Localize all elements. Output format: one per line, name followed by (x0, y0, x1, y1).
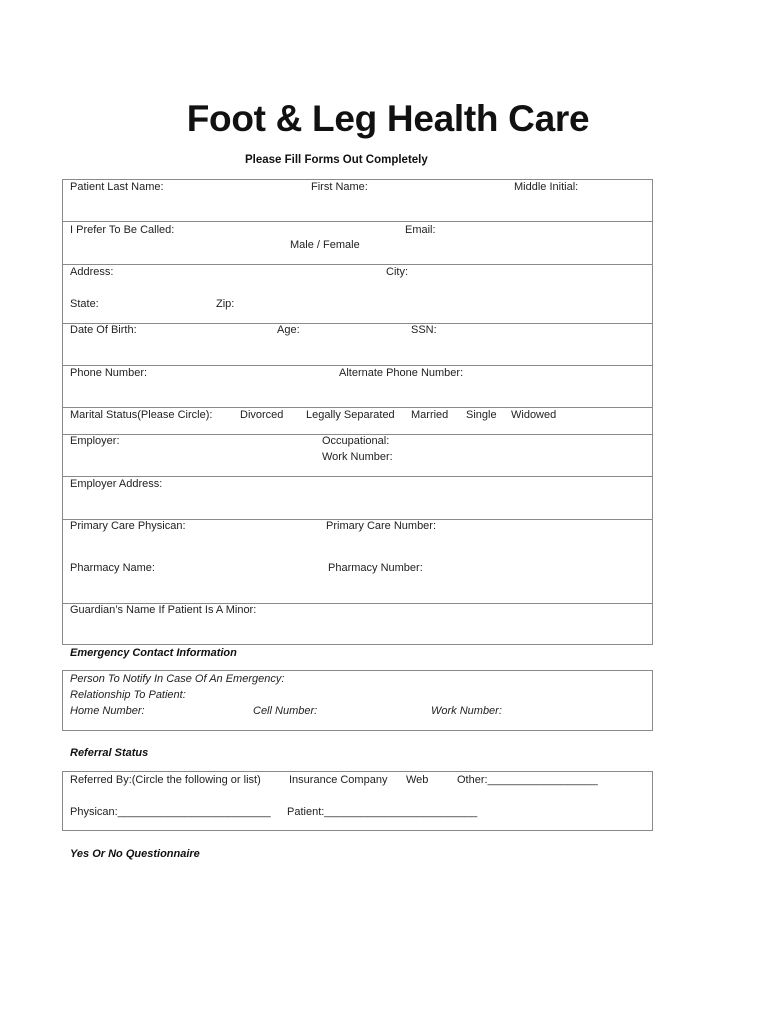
emergency-notify-field[interactable]: Person To Notify In Case Of An Emergency: (70, 673, 285, 685)
page-subtitle: Please Fill Forms Out Completely (245, 154, 428, 166)
referral-other-field[interactable]: Other:__________________ (457, 774, 598, 786)
occupational-field[interactable]: Occupational: (322, 435, 390, 447)
row-divider (63, 365, 652, 366)
referral-patient-field[interactable]: Patient:_________________________ (287, 806, 478, 818)
row-divider (63, 476, 652, 477)
preferred-name-field[interactable]: I Prefer To Be Called: (70, 224, 175, 236)
referred-by-label: Referred By:(Circle the following or list) (70, 774, 261, 786)
marital-option-widowed[interactable]: Widowed (511, 409, 557, 421)
employer-field[interactable]: Employer: (70, 435, 120, 447)
dob-field[interactable]: Date Of Birth: (70, 324, 137, 336)
city-field[interactable]: City: (386, 266, 408, 278)
referral-option-web[interactable]: Web (406, 774, 429, 786)
marital-option-divorced[interactable]: Divorced (240, 409, 284, 421)
referral-heading: Referral Status (70, 747, 149, 759)
emergency-relationship-field[interactable]: Relationship To Patient: (70, 689, 186, 701)
marital-option-separated[interactable]: Legally Separated (306, 409, 395, 421)
row-divider (63, 264, 652, 265)
page-title: Foot & Leg Health Care (186, 98, 590, 139)
gender-option[interactable]: Male / Female (290, 239, 360, 251)
referral-option-insurance[interactable]: Insurance Company (289, 774, 388, 786)
emergency-work-field[interactable]: Work Number: (431, 705, 502, 717)
first-name-field[interactable]: First Name: (311, 181, 368, 193)
marital-status-label: Marital Status(Please Circle): (70, 409, 213, 421)
pharmacy-number-field[interactable]: Pharmacy Number: (328, 562, 423, 574)
row-divider (63, 407, 652, 408)
row-divider (63, 323, 652, 324)
pcp-number-field[interactable]: Primary Care Number: (326, 520, 437, 532)
row-divider (63, 221, 652, 222)
ssn-field[interactable]: SSN: (411, 324, 437, 336)
email-field[interactable]: Email: (405, 224, 436, 236)
last-name-field[interactable]: Patient Last Name: (70, 181, 164, 193)
emergency-home-field[interactable]: Home Number: (70, 705, 145, 717)
state-field[interactable]: State: (70, 298, 99, 310)
phone-field[interactable]: Phone Number: (70, 367, 148, 379)
pcp-field[interactable]: Primary Care Physican: (70, 520, 186, 532)
emergency-heading: Emergency Contact Information (70, 647, 237, 659)
age-field[interactable]: Age: (277, 324, 300, 336)
employer-address-field[interactable]: Employer Address: (70, 478, 163, 490)
emergency-cell-field[interactable]: Cell Number: (253, 705, 318, 717)
marital-option-married[interactable]: Married (411, 409, 449, 421)
guardian-field[interactable]: Guardian’s Name If Patient Is A Minor: (70, 604, 257, 616)
referral-physican-field[interactable]: Physican:_________________________ (70, 806, 271, 818)
questionnaire-heading: Yes Or No Questionnaire (70, 848, 200, 860)
zip-field[interactable]: Zip: (216, 298, 235, 310)
marital-option-single[interactable]: Single (466, 409, 497, 421)
pharmacy-field[interactable]: Pharmacy Name: (70, 562, 155, 574)
middle-initial-field[interactable]: Middle Initial: (514, 181, 579, 193)
address-field[interactable]: Address: (70, 266, 114, 278)
employer-work-number-field[interactable]: Work Number: (322, 451, 393, 463)
alt-phone-field[interactable]: Alternate Phone Number: (339, 367, 464, 379)
